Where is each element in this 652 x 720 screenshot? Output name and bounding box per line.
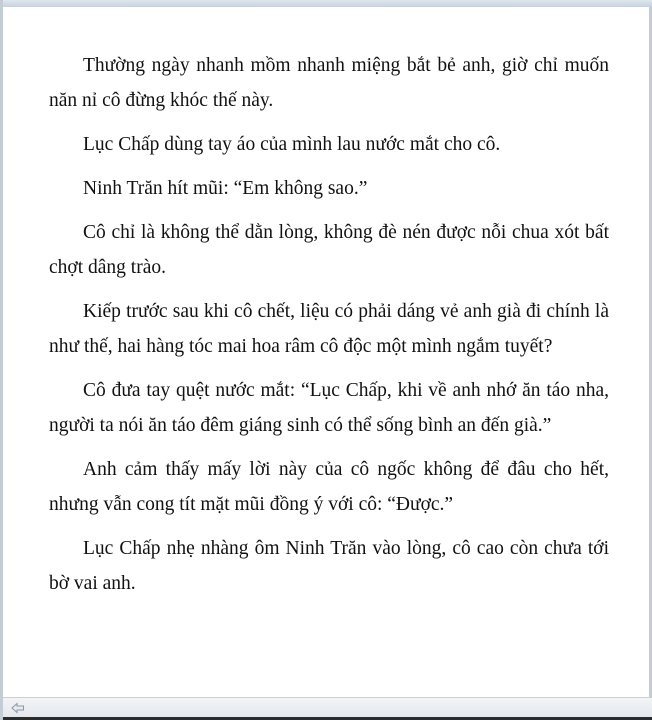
paragraph-1: Thường ngày nhanh mồm nhanh miệng bắt bẻ anh, giờ chỉ muốn năn nỉ cô đừng khóc thế này. [49,55,609,111]
paragraph-6: Cô đưa tay quệt nước mắt: “Lục Chấp, khi về anh nhớ ăn táo nha, người ta nói ăn táo đêm giáng sinh có thể sống bình an đến già.” [49,380,609,436]
paragraph-4: Cô chỉ là không thể dằn lòng, không đè nén được nỗi chua xót bất chợt dâng trào. [49,222,609,278]
document-page [49,48,609,610]
paragraph-2: Lục Chấp dùng tay áo của mình lau nước mắt cho cô. [83,134,501,155]
paragraph-7: Anh cảm thấy mấy lời này của cô ngốc không để đâu cho hết, nhưng vẫn cong tít mặt mũi đồng ý với cô: “Được.” [49,459,609,515]
back-arrow-icon[interactable] [11,702,25,714]
window-top-edge [3,0,652,7]
paragraph-8: Lục Chấp nhẹ nhàng ôm Ninh Trăn vào lòng, cô cao còn chưa tới bờ vai anh. [49,538,609,594]
paragraph-3: Ninh Trăn hít mũi: “Em không sao.” [83,178,368,199]
paragraph-5: Kiếp trước sau khi cô chết, liệu có phải dáng vẻ anh già đi chính là như thế, hai hàng tóc mai hoa râm cô độc một mình ngắm tuyết? [49,301,609,357]
